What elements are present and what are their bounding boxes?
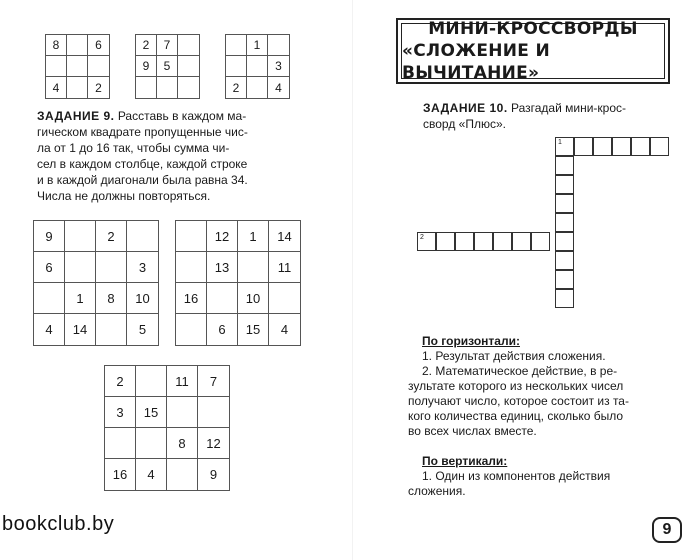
crossword-clue-number: 2 xyxy=(420,234,424,241)
crossword-cell xyxy=(650,137,669,156)
task-9-line: Расставь в каждом ма- xyxy=(114,109,247,123)
grid-cell xyxy=(167,397,198,428)
page-title-line-1: МИНИ-КРОССВОРДЫ xyxy=(428,19,638,39)
task-10-text xyxy=(423,100,673,132)
page-title-line-2: «СЛОЖЕНИЕ И ВЫЧИТАНИЕ» xyxy=(402,41,550,83)
page-divider xyxy=(352,0,353,560)
grid-cell xyxy=(178,56,199,77)
grid-cell: 6 xyxy=(88,35,109,56)
magic-square-2 xyxy=(175,220,301,346)
task-9-line: гическом квадрате пропущенные чис- xyxy=(37,125,248,139)
grid-cell xyxy=(226,56,247,77)
grid-cell: 12 xyxy=(207,221,238,252)
crossword-cell xyxy=(555,137,574,156)
grid-cell: 14 xyxy=(269,221,300,252)
grid-cell xyxy=(247,56,268,77)
grid-cell: 16 xyxy=(176,283,207,314)
crossword-cell xyxy=(555,289,574,308)
crossword-cell xyxy=(512,232,531,251)
number-grid-3 xyxy=(225,34,290,99)
grid-cell xyxy=(269,283,300,314)
page-title-frame xyxy=(396,18,670,84)
clue-h2-cont: во всех числах вместе. xyxy=(408,424,537,438)
crossword-cell xyxy=(555,213,574,232)
clue-h2: 2. Математическое действие, в ре- xyxy=(422,364,618,378)
task-10-label: ЗАДАНИЕ 10. xyxy=(423,101,508,115)
grid-cell: 1 xyxy=(238,221,269,252)
grid-cell: 6 xyxy=(207,314,238,345)
grid-cell xyxy=(105,428,136,459)
grid-cell: 8 xyxy=(96,283,127,314)
grid-cell: 2 xyxy=(136,35,157,56)
grid-cell xyxy=(178,77,199,98)
task-9-line: и в каждой диагонали была равна 34. xyxy=(37,173,248,187)
crossword-cell xyxy=(417,232,436,251)
grid-cell xyxy=(127,221,158,252)
grid-cell xyxy=(178,35,199,56)
grid-cell: 15 xyxy=(136,397,167,428)
grid-cell: 4 xyxy=(280,322,289,337)
task-9-label: ЗАДАНИЕ 9. xyxy=(37,109,115,123)
grid-cell xyxy=(268,35,289,56)
grid-cell: 10 xyxy=(127,283,158,314)
grid-cell: 2 xyxy=(105,366,136,397)
grid-cell xyxy=(176,252,207,283)
clue-h2-cont: получают число, которое состоит из та- xyxy=(408,394,629,408)
grid-cell: 12 xyxy=(198,428,229,459)
grid-cell xyxy=(34,283,65,314)
grid-cell: 11 xyxy=(167,366,198,397)
grid-cell: 10 xyxy=(238,283,269,314)
crossword-cell xyxy=(555,270,574,289)
crossword-cell xyxy=(455,232,474,251)
bookclub-logo[interactable]: bookclub.by xyxy=(2,513,115,535)
grid-cell xyxy=(176,221,207,252)
grid-cell xyxy=(46,56,67,77)
grid-cell: 13 xyxy=(207,252,238,283)
grid-cell xyxy=(136,366,167,397)
grid-cell xyxy=(176,314,207,345)
grid-cell: 9 xyxy=(136,56,157,77)
magic-square-1 xyxy=(33,220,159,346)
crossword-cell xyxy=(593,137,612,156)
task-9-line: ла от 1 до 16 так, чтобы сумма чи- xyxy=(37,141,230,155)
clue-h1: 1. Результат действия сложения. xyxy=(422,349,606,363)
crossword-cell xyxy=(555,156,574,175)
grid-cell: 6 xyxy=(34,252,65,283)
grid-cell xyxy=(67,77,88,98)
grid-cell xyxy=(226,35,247,56)
grid-cell: 11 xyxy=(269,252,300,283)
grid-cell: 4 xyxy=(275,80,282,95)
grid-cell: 3 xyxy=(127,252,158,283)
clues-block xyxy=(408,334,670,499)
crossword-cell xyxy=(574,137,593,156)
grid-cell: 4 xyxy=(46,77,67,98)
grid-cell xyxy=(67,56,88,77)
grid-cell xyxy=(157,77,178,98)
number-grid-1 xyxy=(45,34,110,99)
clue-v1-cont: сложения. xyxy=(408,484,466,498)
grid-cell: 4 xyxy=(34,314,65,345)
crossword-cell xyxy=(555,194,574,213)
grid-cell xyxy=(167,459,198,490)
horizontal-clues-heading: По горизонтали: xyxy=(422,334,520,348)
grid-cell: 1 xyxy=(247,35,268,56)
vertical-clues-heading: По вертикали: xyxy=(422,454,508,468)
grid-cell: 15 xyxy=(238,314,269,345)
page-number: 9 xyxy=(652,517,682,543)
crossword-cell xyxy=(436,232,455,251)
grid-cell: 8 xyxy=(46,35,67,56)
grid-cell: 9 xyxy=(209,467,218,482)
task-9-line: сел в каждом столбце, каждой строке xyxy=(37,157,248,171)
crossword-cell xyxy=(555,251,574,270)
crossword-cell xyxy=(531,232,550,251)
magic-square-3 xyxy=(104,365,230,491)
grid-cell xyxy=(65,252,96,283)
crossword-clue-number: 1 xyxy=(558,139,562,146)
grid-cell: 7 xyxy=(157,35,178,56)
grid-cell xyxy=(207,283,238,314)
grid-cell xyxy=(136,77,157,98)
grid-cell: 4 xyxy=(136,459,167,490)
grid-cell: 16 xyxy=(105,459,136,490)
grid-cell: 3 xyxy=(105,397,136,428)
clue-h2-cont: кого количества единиц, сколько было xyxy=(408,409,624,423)
grid-cell: 5 xyxy=(138,322,147,337)
crossword-cell xyxy=(555,232,574,251)
grid-cell: 7 xyxy=(198,366,229,397)
grid-cell: 1 xyxy=(65,283,96,314)
task-9-line: Числа не должны повторяться. xyxy=(37,189,211,203)
task-10-line: Разгадай мини-крос- xyxy=(507,101,627,115)
grid-cell xyxy=(238,252,269,283)
grid-cell: 8 xyxy=(167,428,198,459)
clue-h2-cont: зультате которого из нескольких чисел xyxy=(408,379,624,393)
grid-cell xyxy=(247,77,268,98)
crossword-cell xyxy=(555,175,574,194)
grid-cell xyxy=(96,252,127,283)
grid-cell: 2 xyxy=(226,77,247,98)
crossword-cell xyxy=(612,137,631,156)
crossword-cell xyxy=(474,232,493,251)
grid-cell xyxy=(136,428,167,459)
number-grid-2 xyxy=(135,34,200,99)
grid-cell xyxy=(65,221,96,252)
task-10-line: сворд «Плюс». xyxy=(423,117,506,131)
task-9-text xyxy=(37,108,327,204)
clue-v1: 1. Один из компонентов действия xyxy=(422,469,611,483)
grid-cell xyxy=(198,397,229,428)
grid-cell: 2 xyxy=(95,80,102,95)
grid-cell xyxy=(88,56,109,77)
grid-cell: 2 xyxy=(96,221,127,252)
grid-cell: 14 xyxy=(65,314,96,345)
crossword-cell xyxy=(631,137,650,156)
grid-cell xyxy=(96,314,127,345)
crossword-cell xyxy=(493,232,512,251)
grid-cell xyxy=(67,35,88,56)
grid-cell: 3 xyxy=(268,56,289,77)
grid-cell: 9 xyxy=(34,221,65,252)
grid-cell: 5 xyxy=(157,56,178,77)
